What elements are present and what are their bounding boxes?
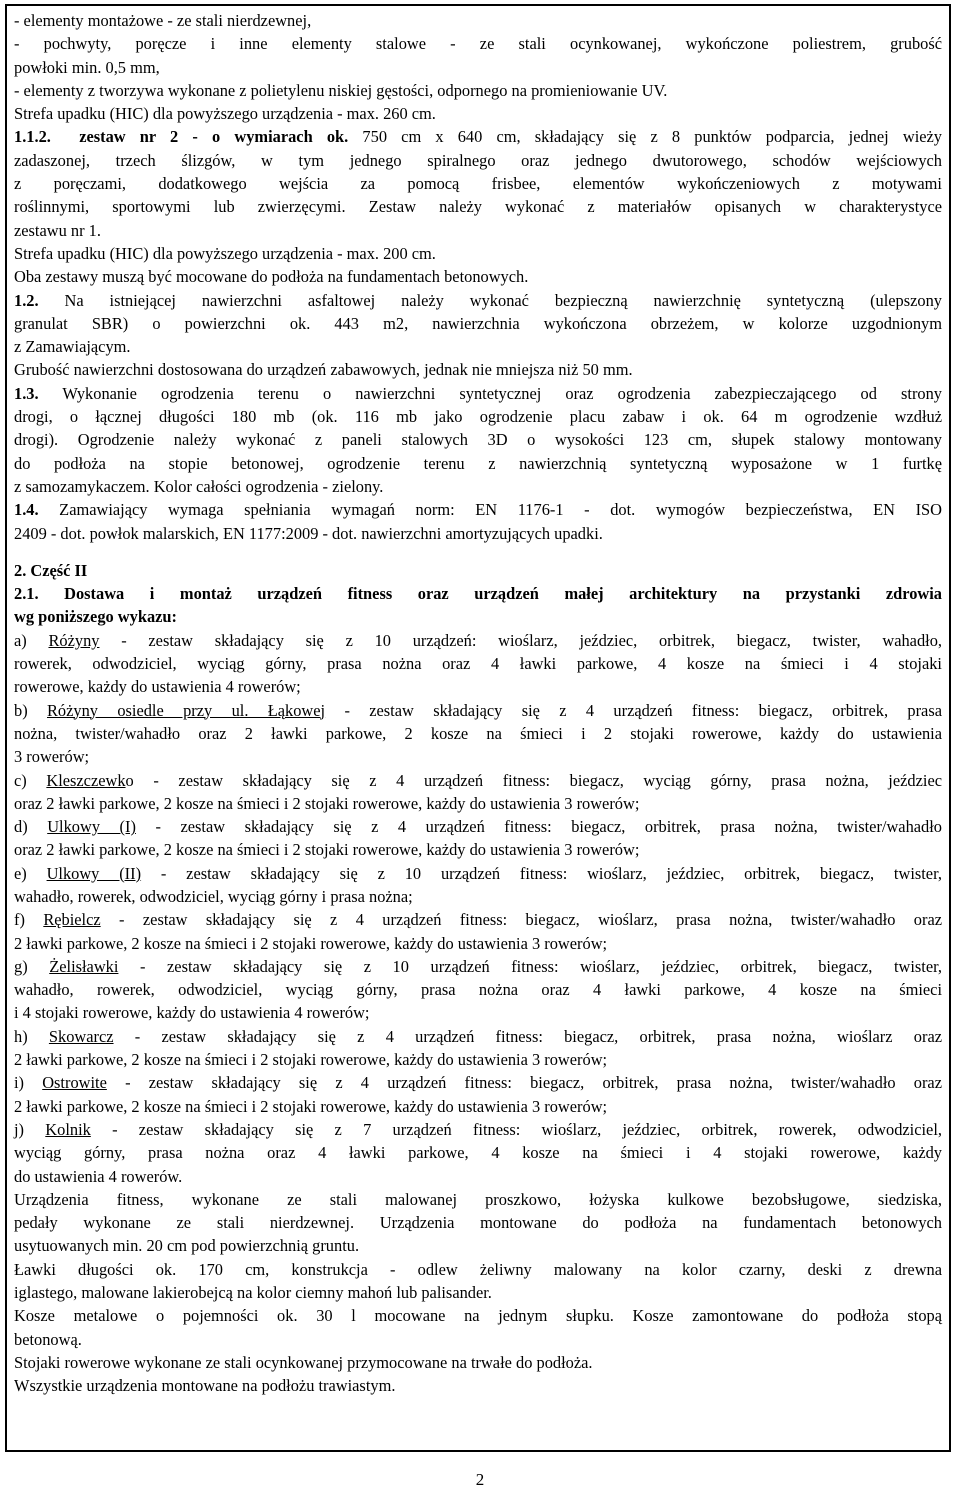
- spacer: [14, 545, 942, 559]
- item-text: - zestaw składający się z 7 urządzeń fitness: wioślarz, jeździec, orbitrek, rowerek, odwodziciel,: [90, 1119, 942, 1139]
- item-text: - zestaw składający się z 4 urządzeń fitness: biegacz, orbitrek, prasa nożna, twister/wahadło: [135, 817, 942, 837]
- part-2-title: 2.1. Dostawa i montaż urządzeń fitness oraz urządzeń małej architektury na przystanki zdrowia: [14, 584, 942, 604]
- closing-line: betonową.: [14, 1329, 82, 1349]
- location-item: [14, 699, 942, 722]
- paragraph-line: zestawu nr 1.: [14, 220, 101, 240]
- intro-line: powłoki min. 0,5 mm,: [14, 57, 160, 77]
- part-2-heading: 2. Część II: [14, 560, 88, 580]
- item-line: do ustawienia 4 rowerów.: [14, 1166, 183, 1186]
- item-line: 2 ławki parkowe, 2 kosze na śmieci i 2 stojaki rowerowe, każdy do ustawienia 3 rowerów;: [14, 933, 608, 953]
- location-item: [14, 815, 942, 838]
- closing-paragraphs: [14, 1188, 942, 1398]
- item-letter: c): [14, 770, 47, 790]
- closing-line: pedały wykonane ze stali nierdzewnej. Urządzenia montowane do podłoża na fundamentach betonowych: [14, 1213, 942, 1233]
- section-text: Wykonanie ogrodzenia terenu o nawierzchni syntetycznej oraz ogrodzenia zabezpieczającego od strony: [38, 383, 942, 403]
- location-name: Różyny: [48, 630, 100, 650]
- item-line: wyciąg górny, prasa nożna oraz 4 ławki parkowe, 4 kosze na śmieci i 4 stojaki rowerowe, każdy: [14, 1143, 942, 1163]
- item-letter: j): [14, 1119, 46, 1139]
- section-1-1-2-first-line: [14, 125, 942, 148]
- closing-line: usytuowanych min. 20 cm pod powierzchnią gruntu.: [14, 1236, 360, 1256]
- item-line: rowerowe, każdy do ustawienia 4 rowerów;: [14, 677, 301, 697]
- paragraph-line: do podłoża na stopie betonowej, ogrodzenie terenu z nawierzchnią syntetyczną wyposażone w 1 furtkę: [14, 453, 942, 473]
- document-frame: [5, 4, 951, 1452]
- section-1-4-first-line: [14, 498, 942, 521]
- item-line: 3 rowerów;: [14, 747, 90, 767]
- item-line: rowerek, odwodziciel, wyciąg górny, prasa nożna oraz 4 ławki parkowe, 4 kosze na śmieci i 4 stojaki: [14, 654, 942, 674]
- item-letter: f): [14, 910, 44, 930]
- item-text: o - zestaw składający się z 4 urządzeń fitness: biegacz, wyciąg górny, prasa nożna, jeździec: [125, 770, 942, 790]
- item-line: wahadło, rowerek, odwodziciel, wyciąg górny, prasa nożna oraz 4 ławki parkowe, 4 kosze na śmieci: [14, 980, 942, 1000]
- paragraph-line: z poręczami, dodatkowego wejścia za pomocą frisbee, elementów wykończeniowych z motywami: [14, 174, 942, 194]
- location-name: Ostrowite: [42, 1073, 107, 1093]
- item-line: wahadło, rowerek, odwodziciel, wyciąg górny i prasa nożna;: [14, 886, 413, 906]
- paragraph-line: drogi). Ogrodzenie należy wykonać z paneli stalowych 3D o wysokości 123 cm, słupek stalowy montowany: [14, 430, 942, 450]
- item-text: - zestaw składający się z 4 urządzeń fitness: biegacz, orbitrek, prasa nożna, twister/wahadło oraz: [106, 1073, 942, 1093]
- section-number: 1.4.: [14, 500, 39, 520]
- item-text: - zestaw składający się z 10 urządzeń fitness: wioślarz, jeździec, orbitrek, biegacz, twister,: [141, 863, 942, 883]
- paragraph-line: drogi, o łącznej długości 180 mb (ok. 116 mb jako ogrodzenie placu zabaw i ok. 64 m ogrodzenie wzdłuż: [14, 407, 942, 427]
- item-letter: d): [14, 817, 48, 837]
- item-letter: g): [14, 956, 50, 976]
- hic-line: Strefa upadku (HIC) dla powyższego urządzenia - max. 200 cm.: [14, 243, 436, 263]
- section-number: 1.1.2.: [14, 127, 51, 147]
- item-text: - zestaw składający się z 10 urządzeń fitness: wioślarz, jeździec, orbitrek, biegacz, twister,: [118, 956, 942, 976]
- location-name: Żelisławki: [49, 956, 119, 976]
- item-line: oraz 2 ławki parkowe, 2 kosze na śmieci i 2 stojaki rowerowe, każdy do ustawienia 3 rowerów;: [14, 840, 640, 860]
- paragraph-line: roślinnymi, sportowymi lub zwierzęcymi. Zestaw należy wykonać z materiałów opisanych w charakterystyce: [14, 197, 942, 217]
- item-text: - zestaw składający się z 4 urządzeń fitness: biegacz, orbitrek, prasa nożna, wioślarz oraz: [113, 1026, 942, 1046]
- paragraph-line: 2409 - dot. powłok malarskich, EN 1177:2009 - dot. nawierzchni amortyzujących upadki.: [14, 523, 603, 543]
- section-number: 1.2.: [14, 290, 39, 310]
- section-text: Zamawiający wymaga spełniania wymagań norm: EN 1176-1 - dot. wymogów bezpieczeństwa, EN ISO: [38, 500, 942, 520]
- location-name: Ulkowy (II): [46, 863, 142, 883]
- location-name: Rębielcz: [43, 910, 101, 930]
- item-letter: h): [14, 1026, 49, 1046]
- section-text: 750 cm x 640 cm, składający się z 8 punktów podparcia, jednej wieży: [348, 127, 942, 147]
- closing-line: Kosze metalowe o pojemności ok. 30 l mocowane na jednym słupku. Kosze zamontowane do podłoża stopą: [14, 1306, 942, 1326]
- item-line: nożna, twister/wahadło oraz 2 ławki parkowe, 2 kosze na śmieci i 2 stojaki rowerowe, każdy do ustawienia: [14, 723, 942, 743]
- location-name: Kleszczewk: [46, 770, 126, 790]
- item-letter: b): [14, 700, 47, 720]
- location-name: Kolnik: [45, 1119, 91, 1139]
- intro-line: - elementy z tworzywa wykonane z polietylenu niskiej gęstości, odpornego na promieniowanie UV.: [14, 80, 668, 100]
- page-number: 2: [475, 1470, 485, 1489]
- item-letter: a): [14, 630, 49, 650]
- closing-line: Stojaki rowerowe wykonane ze stali ocynkowanej przymocowane na trwałe do podłoża.: [14, 1352, 593, 1372]
- location-item: [14, 629, 942, 652]
- section-number: 1.3.: [14, 383, 39, 403]
- location-item: [14, 769, 942, 792]
- location-item: [14, 955, 942, 978]
- foundation-line: Oba zestawy muszą być mocowane do podłoża na fundamentach betonowych.: [14, 267, 529, 287]
- location-name: Ulkowy (I): [47, 817, 136, 837]
- item-letter: i): [14, 1073, 43, 1093]
- closing-line: Urządzenia fitness, wykonane ze stali malowanej proszkowo, łożyska kulkowe bezobsługowe, siedziska,: [14, 1189, 942, 1209]
- item-text: - zestaw składający się z 4 urządzeń fitness: biegacz, orbitrek, prasa: [325, 700, 942, 720]
- item-line: i 4 stojaki rowerowe, każdy do ustawienia 4 rowerów;: [14, 1003, 370, 1023]
- closing-line: Wszystkie urządzenia montowane na podłożu trawiastym.: [14, 1376, 396, 1396]
- item-text: - zestaw składający się z 10 urządzeń: wioślarz, jeździec, orbitrek, biegacz, twister, wahadło,: [99, 630, 942, 650]
- location-item: [14, 1071, 942, 1094]
- item-line: oraz 2 ławki parkowe, 2 kosze na śmieci i 2 stojaki rowerowe, każdy do ustawienia 3 rowerów;: [14, 793, 640, 813]
- location-item: [14, 1025, 942, 1048]
- location-item: [14, 908, 942, 931]
- intro-line: - pochwyty, poręcze i inne elementy stalowe - ze stali ocynkowanej, wykończone poliestrem, grubość: [14, 34, 942, 54]
- closing-line: Ławki długości ok. 170 cm, konstrukcja - odlew żeliwny malowany na kolor czarny, deski z drewna: [14, 1259, 942, 1279]
- location-item: [14, 1118, 942, 1141]
- item-text: - zestaw składający się z 4 urządzeń fitness: biegacz, wioślarz, prasa nożna, twister/wahadło oraz: [100, 910, 942, 930]
- paragraph-line: Grubość nawierzchni dostosowana do urządzeń zabawowych, jednak nie mniejsza niż 50 mm.: [14, 360, 633, 380]
- section-1-3-first-line: [14, 382, 942, 405]
- part-2-title-cont: wg poniższego wykazu:: [14, 607, 177, 627]
- closing-line: iglastego, malowane lakierobejcą na kolor ciemny mahoń lub palisander.: [14, 1283, 492, 1303]
- item-line: 2 ławki parkowe, 2 kosze na śmieci i 2 stojaki rowerowe, każdy do ustawienia 3 rowerów;: [14, 1096, 608, 1116]
- item-line: 2 ławki parkowe, 2 kosze na śmieci i 2 stojaki rowerowe, każdy do ustawienia 3 rowerów;: [14, 1050, 608, 1070]
- item-letter: e): [14, 863, 47, 883]
- section-title: zestaw nr 2 - o wymiarach ok.: [79, 127, 349, 147]
- location-name: Różyny osiedle przy ul. Łąkowej: [47, 700, 326, 720]
- location-list: [14, 629, 942, 1188]
- intro-line: - elementy montażowe - ze stali nierdzewnej,: [14, 11, 312, 30]
- paragraph-line: z samozamykaczem. Kolor całości ogrodzenia - zielony.: [14, 476, 384, 496]
- location-name: Skowarcz: [48, 1026, 114, 1046]
- section-text: Na istniejącej nawierzchni asfaltowej należy wykonać bezpieczną nawierzchnię syntetyczną (ulepszony: [38, 290, 942, 310]
- location-item: [14, 862, 942, 885]
- paragraph-line: z Zamawiającym.: [14, 337, 131, 357]
- section-1-2-first-line: [14, 289, 942, 312]
- paragraph-line: granulat SBR) o powierzchni ok. 443 m2, nawierzchnia wykończona obrzeżem, w kolorze uzgodnionym: [14, 313, 942, 333]
- paragraph-line: zadaszonej, trzech ślizgów, w tym jednego spiralnego oraz jednego dwutorowego, schodów wejściowych: [14, 150, 942, 170]
- intro-line: Strefa upadku (HIC) dla powyższego urządzenia - max. 260 cm.: [14, 104, 436, 124]
